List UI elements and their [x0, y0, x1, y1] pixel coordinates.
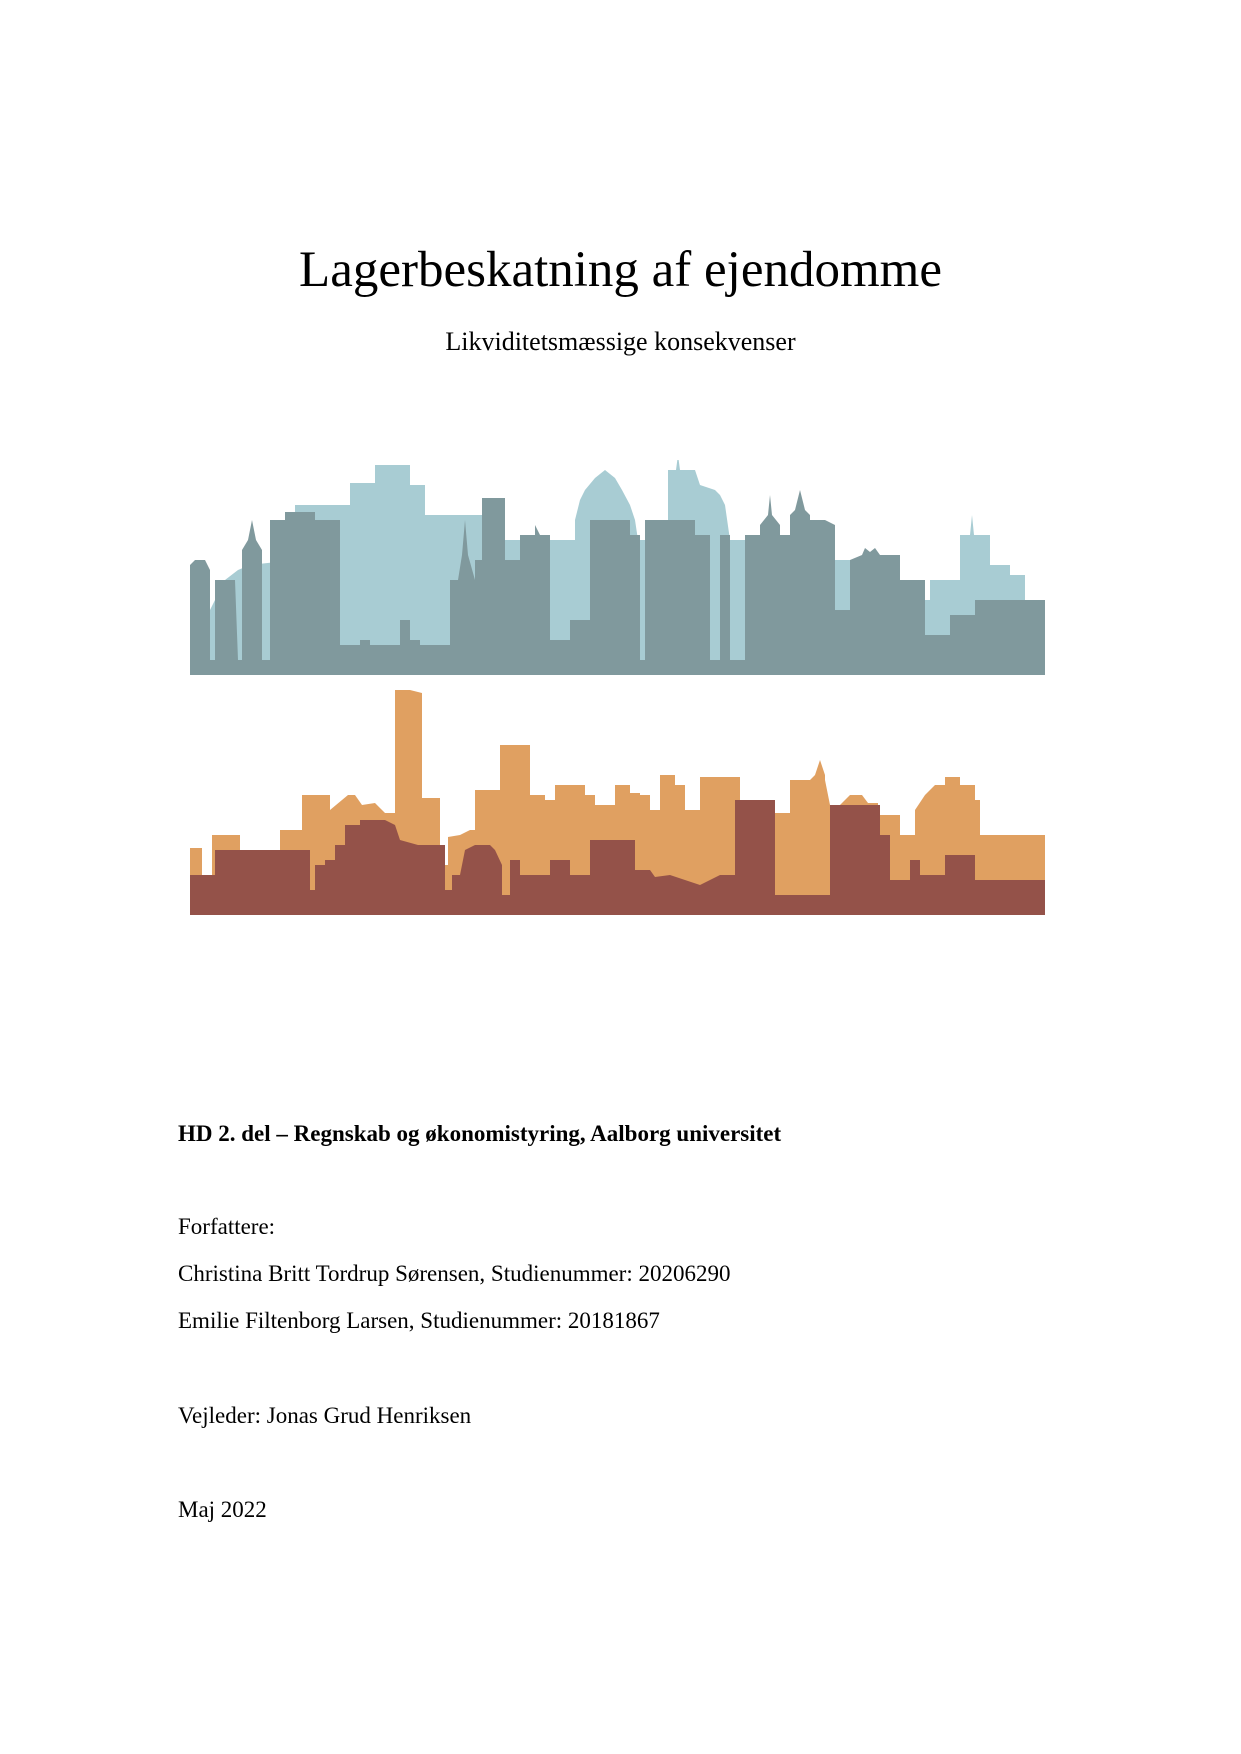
skyline-teal-icon [190, 460, 1045, 685]
program-line: HD 2. del – Regnskab og økonomistyring, Aalborg universitet [178, 1121, 782, 1146]
orange-skyline-illustration [190, 685, 1045, 920]
document-title: Lagerbeskatning af ejendomme [299, 242, 942, 298]
supervisor-line: Vejleder: Jonas Grud Henriksen [178, 1403, 472, 1428]
date-line: Maj 2022 [178, 1497, 267, 1522]
skyline-orange-icon [190, 685, 1045, 920]
teal-skyline-illustration [190, 460, 1045, 685]
document-subtitle: Likviditetsmæssige konsekvenser [445, 327, 796, 356]
authors-label: Forfattere: [178, 1214, 276, 1239]
author-2: Emilie Filtenborg Larsen, Studienummer: 20181867 [178, 1308, 660, 1333]
author-1: Christina Britt Tordrup Sørensen, Studienummer: 20206290 [178, 1261, 731, 1286]
